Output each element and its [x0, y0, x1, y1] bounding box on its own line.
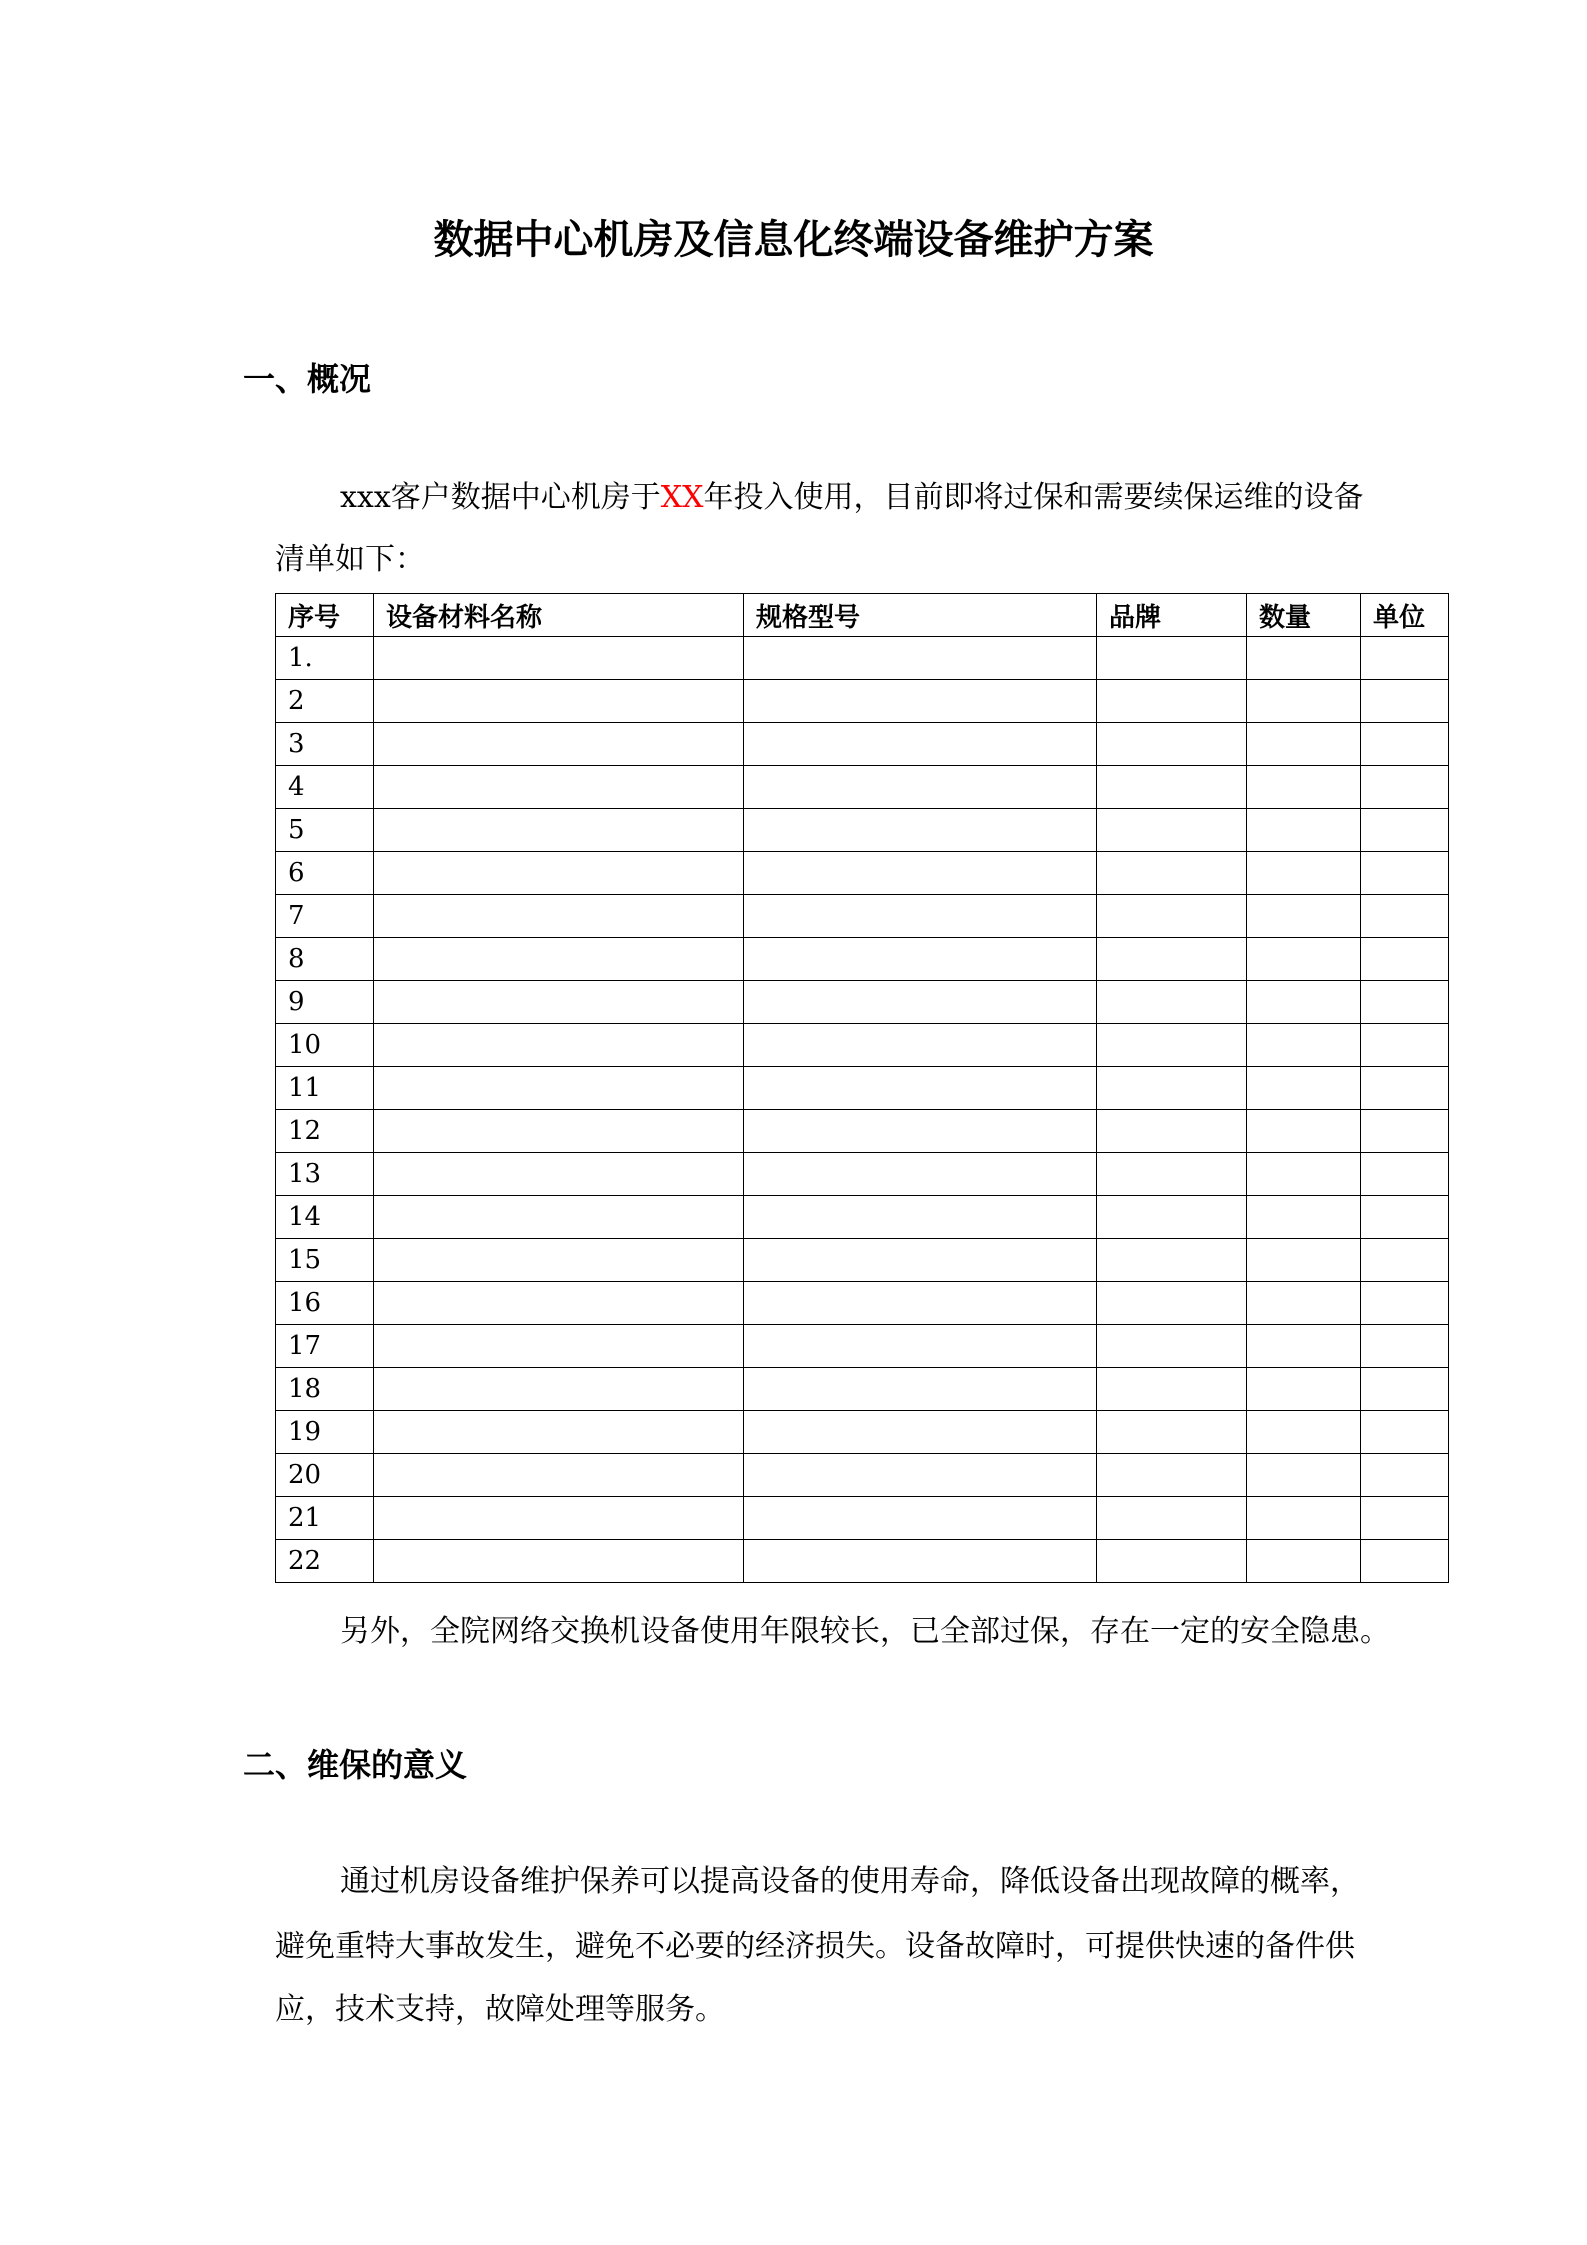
table-cell — [1247, 1196, 1361, 1239]
table-cell — [374, 1153, 744, 1196]
table-cell — [1361, 1540, 1449, 1583]
table-cell — [744, 1411, 1097, 1454]
table-cell — [1247, 1153, 1361, 1196]
table-cell — [1361, 1067, 1449, 1110]
table-row — [276, 1153, 1449, 1196]
table-cell — [1247, 1540, 1361, 1583]
row-index-cell: 10 — [276, 1024, 374, 1067]
table-cell — [744, 1368, 1097, 1411]
significance-line2: 避免重特大事故发生，避免不必要的经济损失。设备故障时，可提供快速的备件供 — [275, 1929, 1355, 1964]
table-row — [276, 1282, 1449, 1325]
table-row — [276, 637, 1449, 680]
table-cell — [1247, 1411, 1361, 1454]
row-index-cell: 1. — [276, 637, 374, 680]
table-row — [276, 766, 1449, 809]
table-cell — [1097, 1153, 1247, 1196]
table-cell — [374, 938, 744, 981]
table-cell — [374, 1497, 744, 1540]
row-index-cell: 21 — [276, 1497, 374, 1540]
document-title: 数据中心机房及信息化终端设备维护方案 — [433, 217, 1154, 263]
table-cell — [1097, 1540, 1247, 1583]
table-row — [276, 1239, 1449, 1282]
table-row — [276, 1024, 1449, 1067]
table-cell — [1361, 1454, 1449, 1497]
table-cell — [1247, 981, 1361, 1024]
table-row — [276, 1110, 1449, 1153]
table-cell — [374, 637, 744, 680]
row-index-cell: 13 — [276, 1153, 374, 1196]
header-brand: 品牌 — [1097, 594, 1247, 637]
table-cell — [374, 1411, 744, 1454]
table-cell — [1247, 1325, 1361, 1368]
table-cell — [374, 1368, 744, 1411]
table-row — [276, 1368, 1449, 1411]
table-cell — [1361, 1282, 1449, 1325]
row-index-cell: 22 — [276, 1540, 374, 1583]
table-cell — [374, 1325, 744, 1368]
table-row — [276, 895, 1449, 938]
table-cell — [744, 637, 1097, 680]
table-row — [276, 981, 1449, 1024]
table-cell — [374, 1196, 744, 1239]
table-cell — [1361, 1024, 1449, 1067]
row-index-cell: 6 — [276, 852, 374, 895]
table-cell — [1097, 1282, 1247, 1325]
table-cell — [1097, 723, 1247, 766]
table-cell — [744, 1282, 1097, 1325]
row-index-cell: 2 — [276, 680, 374, 723]
table-cell — [1361, 1239, 1449, 1282]
table-cell — [1097, 766, 1247, 809]
table-cell — [1247, 1024, 1361, 1067]
table-cell — [374, 1282, 744, 1325]
table-cell — [374, 895, 744, 938]
table-cell — [744, 1024, 1097, 1067]
table-cell — [1361, 637, 1449, 680]
table-cell — [1247, 1067, 1361, 1110]
table-cell — [1097, 1325, 1247, 1368]
table-cell — [744, 1067, 1097, 1110]
table-cell — [374, 723, 744, 766]
table-cell — [374, 766, 744, 809]
table-cell — [744, 680, 1097, 723]
table-cell — [1247, 766, 1361, 809]
table-cell — [1247, 938, 1361, 981]
table-cell — [744, 723, 1097, 766]
table-cell — [374, 1067, 744, 1110]
table-cell — [374, 1540, 744, 1583]
table-row — [276, 1196, 1449, 1239]
table-cell — [744, 1110, 1097, 1153]
table-cell — [1097, 1454, 1247, 1497]
table-cell — [1361, 1325, 1449, 1368]
table-row — [276, 1325, 1449, 1368]
significance-line3: 应，技术支持，故障处理等服务。 — [275, 1992, 725, 2027]
table-row — [276, 1497, 1449, 1540]
table-row — [276, 680, 1449, 723]
table-cell — [1097, 1239, 1247, 1282]
table-row — [276, 1067, 1449, 1110]
table-row — [276, 852, 1449, 895]
table-cell — [744, 1540, 1097, 1583]
table-cell — [1247, 895, 1361, 938]
table-cell — [1361, 1153, 1449, 1196]
row-index-cell: 16 — [276, 1282, 374, 1325]
table-cell — [1361, 1497, 1449, 1540]
table-header-row — [276, 594, 1449, 637]
table-cell — [1361, 1196, 1449, 1239]
table-cell — [374, 981, 744, 1024]
row-index-cell: 15 — [276, 1239, 374, 1282]
table-cell — [1247, 723, 1361, 766]
row-index-cell: 4 — [276, 766, 374, 809]
table-row — [276, 1454, 1449, 1497]
row-index-cell: 5 — [276, 809, 374, 852]
table-cell — [1247, 1368, 1361, 1411]
table-row — [276, 1411, 1449, 1454]
row-index-cell: 14 — [276, 1196, 374, 1239]
header-spec: 规格型号 — [744, 594, 1097, 637]
table-cell — [1097, 938, 1247, 981]
table-cell — [1097, 1024, 1247, 1067]
table-cell — [1361, 1411, 1449, 1454]
row-index-cell: 11 — [276, 1067, 374, 1110]
table-cell — [744, 852, 1097, 895]
table-cell — [1097, 1196, 1247, 1239]
table-row — [276, 938, 1449, 981]
intro-paragraph-line2: 清单如下： — [275, 542, 425, 577]
section-heading-significance: 二、维保的意义 — [243, 1746, 468, 1784]
table-cell — [1097, 1067, 1247, 1110]
table-cell — [744, 981, 1097, 1024]
table-cell — [1361, 723, 1449, 766]
table-cell — [744, 1454, 1097, 1497]
table-cell — [1097, 637, 1247, 680]
table-cell — [1247, 1239, 1361, 1282]
table-cell — [1097, 981, 1247, 1024]
table-cell — [1361, 766, 1449, 809]
row-index-cell: 9 — [276, 981, 374, 1024]
row-index-cell: 18 — [276, 1368, 374, 1411]
table-cell — [374, 852, 744, 895]
table-cell — [1097, 809, 1247, 852]
table-cell — [374, 1239, 744, 1282]
table-cell — [1247, 680, 1361, 723]
table-cell — [1247, 1454, 1361, 1497]
table-cell — [374, 1110, 744, 1153]
intro-year-placeholder: XX — [660, 480, 704, 515]
table-cell — [744, 1196, 1097, 1239]
row-index-cell: 8 — [276, 938, 374, 981]
table-cell — [1361, 809, 1449, 852]
table-cell — [1361, 938, 1449, 981]
table-row — [276, 809, 1449, 852]
table-cell — [744, 766, 1097, 809]
table-cell — [1247, 852, 1361, 895]
table-cell — [1361, 680, 1449, 723]
row-index-cell: 7 — [276, 895, 374, 938]
table-cell — [1361, 1110, 1449, 1153]
table-cell — [744, 895, 1097, 938]
intro-suffix: 年投入使用，目前即将过保和需要续保运维的设备 — [703, 480, 1364, 515]
table-cell — [1361, 895, 1449, 938]
row-index-cell: 3 — [276, 723, 374, 766]
table-cell — [1097, 895, 1247, 938]
header-unit: 单位 — [1361, 594, 1449, 637]
table-cell — [744, 809, 1097, 852]
table-cell — [1247, 809, 1361, 852]
intro-paragraph-line1 — [340, 480, 1364, 515]
equipment-table — [275, 593, 1449, 1583]
table-cell — [1247, 1110, 1361, 1153]
table-cell — [374, 1454, 744, 1497]
header-name: 设备材料名称 — [374, 594, 744, 637]
table-cell — [1097, 680, 1247, 723]
table-cell — [1247, 1497, 1361, 1540]
table-row — [276, 723, 1449, 766]
section-heading-overview: 一、概况 — [243, 360, 372, 398]
significance-line1: 通过机房设备维护保养可以提高设备的使用寿命，降低设备出现故障的概率， — [340, 1864, 1360, 1899]
table-cell — [1097, 1368, 1247, 1411]
table-cell — [744, 1325, 1097, 1368]
table-cell — [374, 1024, 744, 1067]
row-index-cell: 17 — [276, 1325, 374, 1368]
table-cell — [374, 809, 744, 852]
row-index-cell: 20 — [276, 1454, 374, 1497]
table-cell — [744, 1153, 1097, 1196]
table-row — [276, 1540, 1449, 1583]
table-cell — [1361, 852, 1449, 895]
table-cell — [1361, 1368, 1449, 1411]
table-cell — [1361, 981, 1449, 1024]
table-cell — [744, 1239, 1097, 1282]
table-cell — [744, 938, 1097, 981]
table-cell — [1247, 1282, 1361, 1325]
table-cell — [1097, 1497, 1247, 1540]
table-cell — [1097, 1411, 1247, 1454]
table-cell — [1247, 637, 1361, 680]
note-paragraph: 另外，全院网络交换机设备使用年限较长，已全部过保，存在一定的安全隐患。 — [340, 1614, 1390, 1649]
table-cell — [1097, 1110, 1247, 1153]
intro-prefix: xxx客户数据中心机房于 — [340, 480, 661, 515]
header-quantity: 数量 — [1247, 594, 1361, 637]
table-cell — [1097, 852, 1247, 895]
header-index: 序号 — [276, 594, 374, 637]
row-index-cell: 19 — [276, 1411, 374, 1454]
table-cell — [374, 680, 744, 723]
row-index-cell: 12 — [276, 1110, 374, 1153]
table-cell — [744, 1497, 1097, 1540]
